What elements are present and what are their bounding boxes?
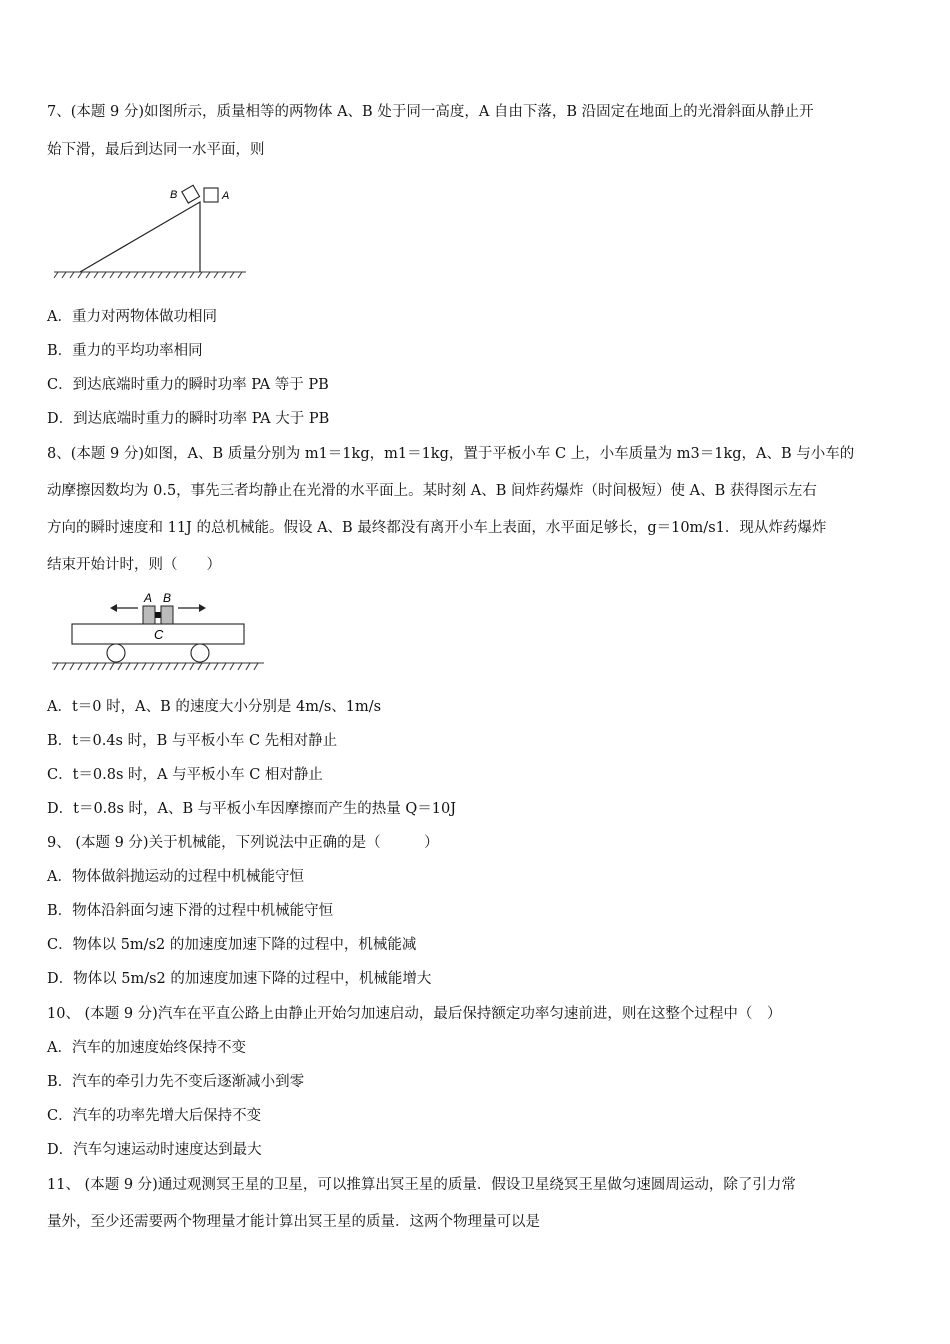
q7-option-b: B．重力的平均功率相同 (47, 343, 203, 359)
q8-stem-line-1: 8、(本题 9 分)如图，A、B 质量分别为 m1＝1kg，m1＝1kg，置于平板小车 C 上，小车质量为 m3＝1kg，A、B 与小车的 (47, 446, 855, 462)
q10-option-d: D．汽车匀速运动时速度达到最大 (47, 1142, 262, 1158)
block-a (204, 188, 218, 202)
q9-option-c: C．物体以 5m/s2 的加速度加速下降的过程中，机械能减 (47, 937, 417, 953)
q7-stem-line-1: 7、(本题 9 分)如图所示，质量相等的两物体 A、B 处于同一高度，A 自由下落，B 沿固定在地面上的光滑斜面从静止开 (47, 104, 814, 120)
incline-slope (80, 202, 200, 272)
explosive (155, 612, 161, 618)
wheel-left (107, 644, 125, 662)
q8-option-a: A．t＝0 时，A、B 的速度大小分别是 4m/s、1m/s (47, 699, 382, 715)
arrow-left-head (110, 604, 117, 612)
q8-option-d: D．t＝0.8s 时，A、B 与平板小车因摩擦而产生的热量 Q＝10J (47, 801, 457, 817)
block-a (143, 606, 155, 624)
q7-option-c: C．到达底端时重力的瞬时功率 PA 等于 PB (47, 377, 329, 393)
q9-option-b: B．物体沿斜面匀速下滑的过程中机械能守恒 (47, 903, 334, 919)
q9-stem: 9、 (本题 9 分)关于机械能，下列说法中正确的是（ ） (47, 835, 439, 851)
q10-option-b: B．汽车的牵引力先不变后逐渐减小到零 (47, 1074, 305, 1090)
label-a: A (222, 190, 230, 202)
q7-incline-figure (50, 180, 250, 280)
label-c: C (154, 627, 164, 642)
q8-option-c: C．t＝0.8s 时，A 与平板小车 C 相对静止 (47, 767, 323, 783)
q11-stem-line-2: 量外，至少还需要两个物理量才能计算出冥王星的质量．这两个物理量可以是 (47, 1214, 540, 1230)
q7-option-d: D．到达底端时重力的瞬时功率 PA 大于 PB (47, 411, 330, 427)
label-b: B (163, 591, 172, 605)
q8-stem-line-4: 结束开始计时，则（ ） (47, 557, 221, 573)
q8-stem-line-2: 动摩擦因数均为 0.5，事先三者均静止在光滑的水平面上。某时刻 A、B 间炸药爆炸（时间极短）使 A、B 获得图示左右 (47, 483, 817, 499)
ground-hatching (54, 272, 246, 278)
arrow-right-head (199, 604, 206, 612)
q11-stem-line-1: 11、 (本题 9 分)通过观测冥王星的卫星，可以推算出冥王星的质量．假设卫星绕冥王星做匀速圆周运动，除了引力常 (47, 1177, 796, 1193)
q9-option-d: D．物体以 5m/s2 的加速度加速下降的过程中，机械能增大 (47, 971, 432, 987)
block-b (182, 185, 200, 203)
q8-stem-line-3: 方向的瞬时速度和 11J 的总机械能。假设 A、B 最终都没有离开小车上表面，水平面足够长，g＝10m/s1．现从炸药爆炸 (47, 520, 827, 536)
label-b: B (170, 189, 178, 201)
q9-option-a: A．物体做斜抛运动的过程中机械能守恒 (47, 869, 304, 885)
label-a: A (144, 591, 153, 605)
q8-option-b: B．t＝0.4s 时，B 与平板小车 C 先相对静止 (47, 733, 338, 749)
q8-cart-figure (50, 588, 268, 678)
wheel-right (191, 644, 209, 662)
q10-option-c: C．汽车的功率先增大后保持不变 (47, 1108, 262, 1124)
q10-stem: 10、 (本题 9 分)汽车在平直公路上由静止开始匀加速启动，最后保持额定功率匀速前进，则在这整个过程中（ ） (47, 1006, 782, 1022)
q7-option-a: A．重力对两物体做功相同 (47, 309, 217, 325)
q10-option-a: A．汽车的加速度始终保持不变 (47, 1040, 246, 1056)
q7-stem-line-2: 始下滑，最后到达同一水平面，则 (47, 142, 265, 158)
ground-hatching (52, 663, 264, 670)
block-b (161, 606, 173, 624)
